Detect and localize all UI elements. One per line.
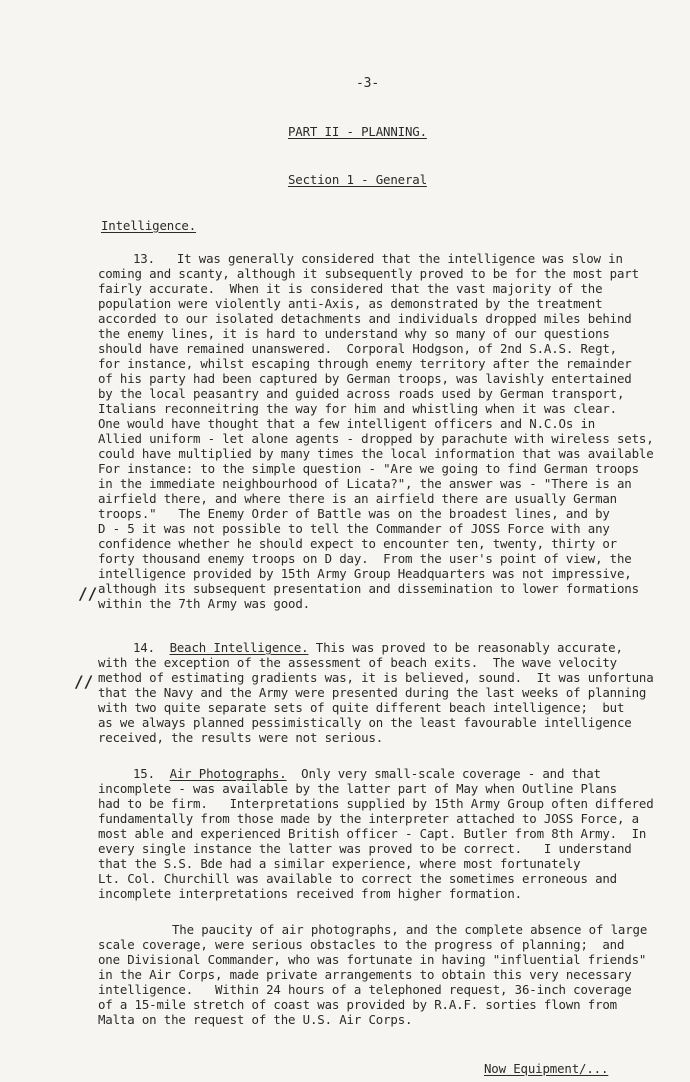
para13-line: intelligence provided by 15th Army Group Headquarters was not impressive, bbox=[98, 566, 632, 581]
section-title: Section 1 - General bbox=[288, 172, 427, 187]
para13-line: Allied uniform - let alone agents - dropped by parachute with wireless sets, bbox=[98, 431, 654, 446]
margin-mark: // bbox=[74, 672, 94, 691]
para15-first-line bbox=[133, 766, 601, 781]
para13-line: For instance: to the simple question - "Are we going to find German troops bbox=[98, 461, 639, 476]
para13-line: forty thousand enemy troops on D day. From the user's point of view, the bbox=[98, 551, 632, 566]
para16-line: one Divisional Commander, who was fortunate in having "influential friends" bbox=[98, 952, 647, 967]
para16-line: Malta on the request of the U.S. Air Corps. bbox=[98, 1012, 413, 1027]
para15-line: most able and experienced British officer - Capt. Butler from 8th Army. In bbox=[98, 826, 647, 841]
para15-number: 15. bbox=[133, 766, 155, 781]
para13-line: troops." The Enemy Order of Battle was on the broadest lines, and by bbox=[98, 506, 610, 521]
para16-line: in the Air Corps, made private arrangements to obtain this very necessary bbox=[98, 967, 632, 982]
para15-line: that the S.S. Bde had a similar experience, where most fortunately bbox=[98, 856, 581, 871]
para13-line: accorded to our isolated detachments and individuals dropped miles behind bbox=[98, 311, 632, 326]
para14-line: received, the results were not serious. bbox=[98, 730, 384, 745]
para15-line: fundamentally from those made by the interpreter attached to JOSS Force, a bbox=[98, 811, 639, 826]
para14-text: This was proved to be reasonably accurate, bbox=[308, 640, 623, 655]
para15-line: every single instance the latter was proved to be correct. I understand bbox=[98, 841, 632, 856]
para13-line: population were violently anti-Axis, as demonstrated by the treatment bbox=[98, 296, 603, 311]
para13-line: in the immediate neighbourhood of Licata?", the answer was - "There is an bbox=[98, 476, 632, 491]
para13-line: should have remained unanswered. Corporal Hodgson, of 2nd S.A.S. Regt, bbox=[98, 341, 617, 356]
para14-line: with the exception of the assessment of beach exits. The wave velocity bbox=[98, 655, 617, 670]
para14-line: as we always planned pessimistically on the least favourable intelligence bbox=[98, 715, 632, 730]
para16-line: The paucity of air photographs, and the complete absence of large bbox=[172, 922, 648, 937]
para13-line: fairly accurate. When it is considered that the vast majority of the bbox=[98, 281, 603, 296]
para16-line: intelligence. Within 24 hours of a telephoned request, 36-inch coverage bbox=[98, 982, 632, 997]
intelligence-heading: Intelligence. bbox=[101, 218, 197, 233]
para13-line: airfield there, and where there is an airfield there are usually German bbox=[98, 491, 617, 506]
para13-line: confidence whether he should expect to encounter ten, twenty, thirty or bbox=[98, 536, 617, 551]
page-number: -3- bbox=[356, 76, 380, 91]
para15-line: incomplete interpretations received from higher formation. bbox=[98, 886, 522, 901]
para13-line: by the local peasantry and guided across roads used by German transport, bbox=[98, 386, 625, 401]
continuation-footer: Now Equipment/... bbox=[484, 1061, 609, 1076]
para15-line: incomplete - was available by the latter part of May when Outline Plans bbox=[98, 781, 617, 796]
para16-line: of a 15-mile stretch of coast was provided by R.A.F. sorties flown from bbox=[98, 997, 617, 1012]
para13-line: One would have thought that a few intelligent officers and N.C.Os in bbox=[98, 416, 596, 431]
para14-line: with two quite separate sets of quite different beach intelligence; but bbox=[98, 700, 625, 715]
para14-line: method of estimating gradients was, it is believed, sound. It was unfortuna bbox=[98, 670, 654, 685]
para13-line: could have multiplied by many times the local information that was available bbox=[98, 446, 654, 461]
para15-line: had to be firm. Interpretations supplied by 15th Army Group often differed bbox=[98, 796, 654, 811]
para15-heading: Air Photographs. bbox=[169, 766, 287, 781]
para13-line: D - 5 it was not possible to tell the Commander of JOSS Force with any bbox=[98, 521, 610, 536]
para13-line: 13. It was generally considered that the intelligence was slow in bbox=[133, 251, 623, 266]
para13-line: of his party had been captured by German troops, was lavishly entertained bbox=[98, 371, 632, 386]
para13-line: the enemy lines, it is hard to understand why so many of our questions bbox=[98, 326, 610, 341]
para13-line: for instance, whilst escaping through enemy territory after the remainder bbox=[98, 356, 632, 371]
para14-line: that the Navy and the Army were presented during the last weeks of planning bbox=[98, 685, 647, 700]
para14-heading: Beach Intelligence. bbox=[169, 640, 309, 655]
para16-line: scale coverage, were serious obstacles to the progress of planning; and bbox=[98, 937, 625, 952]
margin-mark: // bbox=[78, 584, 98, 603]
para13-line: within the 7th Army was good. bbox=[98, 596, 310, 611]
para15-text: Only very small-scale coverage - and that bbox=[286, 766, 601, 781]
part-title: PART II - PLANNING. bbox=[288, 124, 427, 139]
para13-line: Italians reconneitring the way for him and whistling when it was clear. bbox=[98, 401, 617, 416]
para13-line: although its subsequent presentation and dissemination to lower formations bbox=[98, 581, 639, 596]
para13-line: coming and scanty, although it subsequently proved to be for the most part bbox=[98, 266, 639, 281]
para14-number: 14. bbox=[133, 640, 155, 655]
para15-line: Lt. Col. Churchill was available to correct the sometimes erroneous and bbox=[98, 871, 617, 886]
para14-first-line bbox=[133, 640, 623, 655]
